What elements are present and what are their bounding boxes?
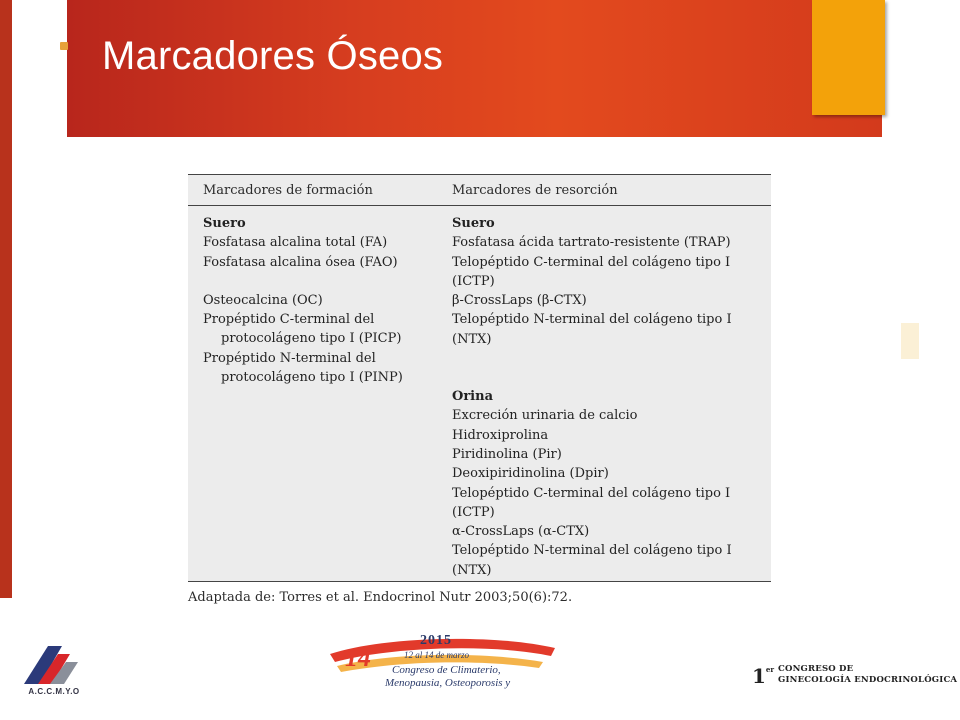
- list-item: Fosfatasa alcalina ósea (FAO): [203, 254, 398, 270]
- list-item: Deoxipiridinolina (Dpir): [452, 466, 609, 482]
- gyn-ordinal: er: [765, 665, 775, 675]
- list-item: Osteocalcina (OC): [203, 292, 323, 308]
- congress-name-line2: Menopausia, Osteoporosis y: [385, 677, 511, 689]
- resorption-urine-heading: Orina: [452, 389, 493, 405]
- list-item: (ICTP): [452, 504, 495, 520]
- list-item: Fosfatasa alcalina total (FA): [203, 235, 388, 251]
- congress-name-line1: Congreso de Climaterio,: [392, 664, 501, 676]
- decor-square: [901, 323, 919, 359]
- list-item: protocolágeno tipo I (PICP): [221, 331, 402, 347]
- list-item: Telopéptido C-terminal del colágeno tipo I: [452, 485, 731, 501]
- congress-dates: 12 al 14 de marzo: [404, 650, 469, 660]
- list-item: Excreción urinaria de calcio: [452, 408, 638, 424]
- congress-number: 14: [345, 643, 371, 672]
- list-item: Telopéptido N-terminal del colágeno tipo I: [452, 312, 732, 328]
- accent-box: [812, 0, 885, 115]
- list-item: (NTX): [452, 331, 492, 347]
- list-item: Propéptido N-terminal del: [203, 350, 376, 366]
- list-item: protocolágeno tipo I (PINP): [221, 370, 403, 386]
- list-spacer: [452, 368, 770, 387]
- list-item: Piridinolina (Pir): [452, 446, 562, 462]
- list-item: Propéptido C-terminal del: [203, 312, 375, 328]
- list-item: (ICTP): [452, 273, 495, 289]
- header-resorption: Marcadores de resorción: [452, 183, 618, 198]
- list-item: Telopéptido C-terminal del colágeno tipo I: [452, 254, 731, 270]
- resorption-serum-heading: Suero: [452, 216, 495, 231]
- title-bullet: [60, 42, 68, 50]
- list-item: Telopéptido N-terminal del colágeno tipo I: [452, 543, 732, 559]
- bone-markers-table: [188, 174, 771, 582]
- header-formation: Marcadores de formación: [203, 183, 373, 198]
- resorption-column: [452, 214, 770, 580]
- table-body: [188, 206, 771, 582]
- gyn-congress-line2: GINECOLOGÍA ENDOCRINOLÓGICA: [778, 675, 958, 685]
- list-item: Fosfatasa ácida tartrato-resistente (TRAP): [452, 235, 731, 251]
- accmyo-logo-text: A.C.C.M.Y.O: [28, 687, 80, 696]
- list-item: α-CrossLaps (α-CTX): [452, 524, 590, 540]
- list-spacer: [452, 349, 770, 368]
- gyn-congress-line1: CONGRESO DE: [778, 664, 854, 674]
- formation-column: [203, 214, 433, 387]
- list-item: Hidroxiprolina: [452, 427, 549, 443]
- gyn-congress-number: [752, 664, 774, 688]
- list-spacer: [203, 272, 433, 291]
- gyn-number: 1: [752, 664, 766, 688]
- table-caption: Adaptada de: Torres et al. Endocrinol Nutr 2003;50(6):72.: [188, 590, 573, 605]
- formation-serum-heading: Suero: [203, 216, 246, 231]
- table-header: [188, 174, 771, 206]
- left-decor-bar: [0, 0, 12, 598]
- list-item: β-CrossLaps (β-CTX): [452, 293, 587, 309]
- congress-year: 2015: [420, 633, 452, 648]
- slide-title: Marcadores Óseos: [102, 34, 444, 78]
- list-item: (NTX): [452, 562, 492, 578]
